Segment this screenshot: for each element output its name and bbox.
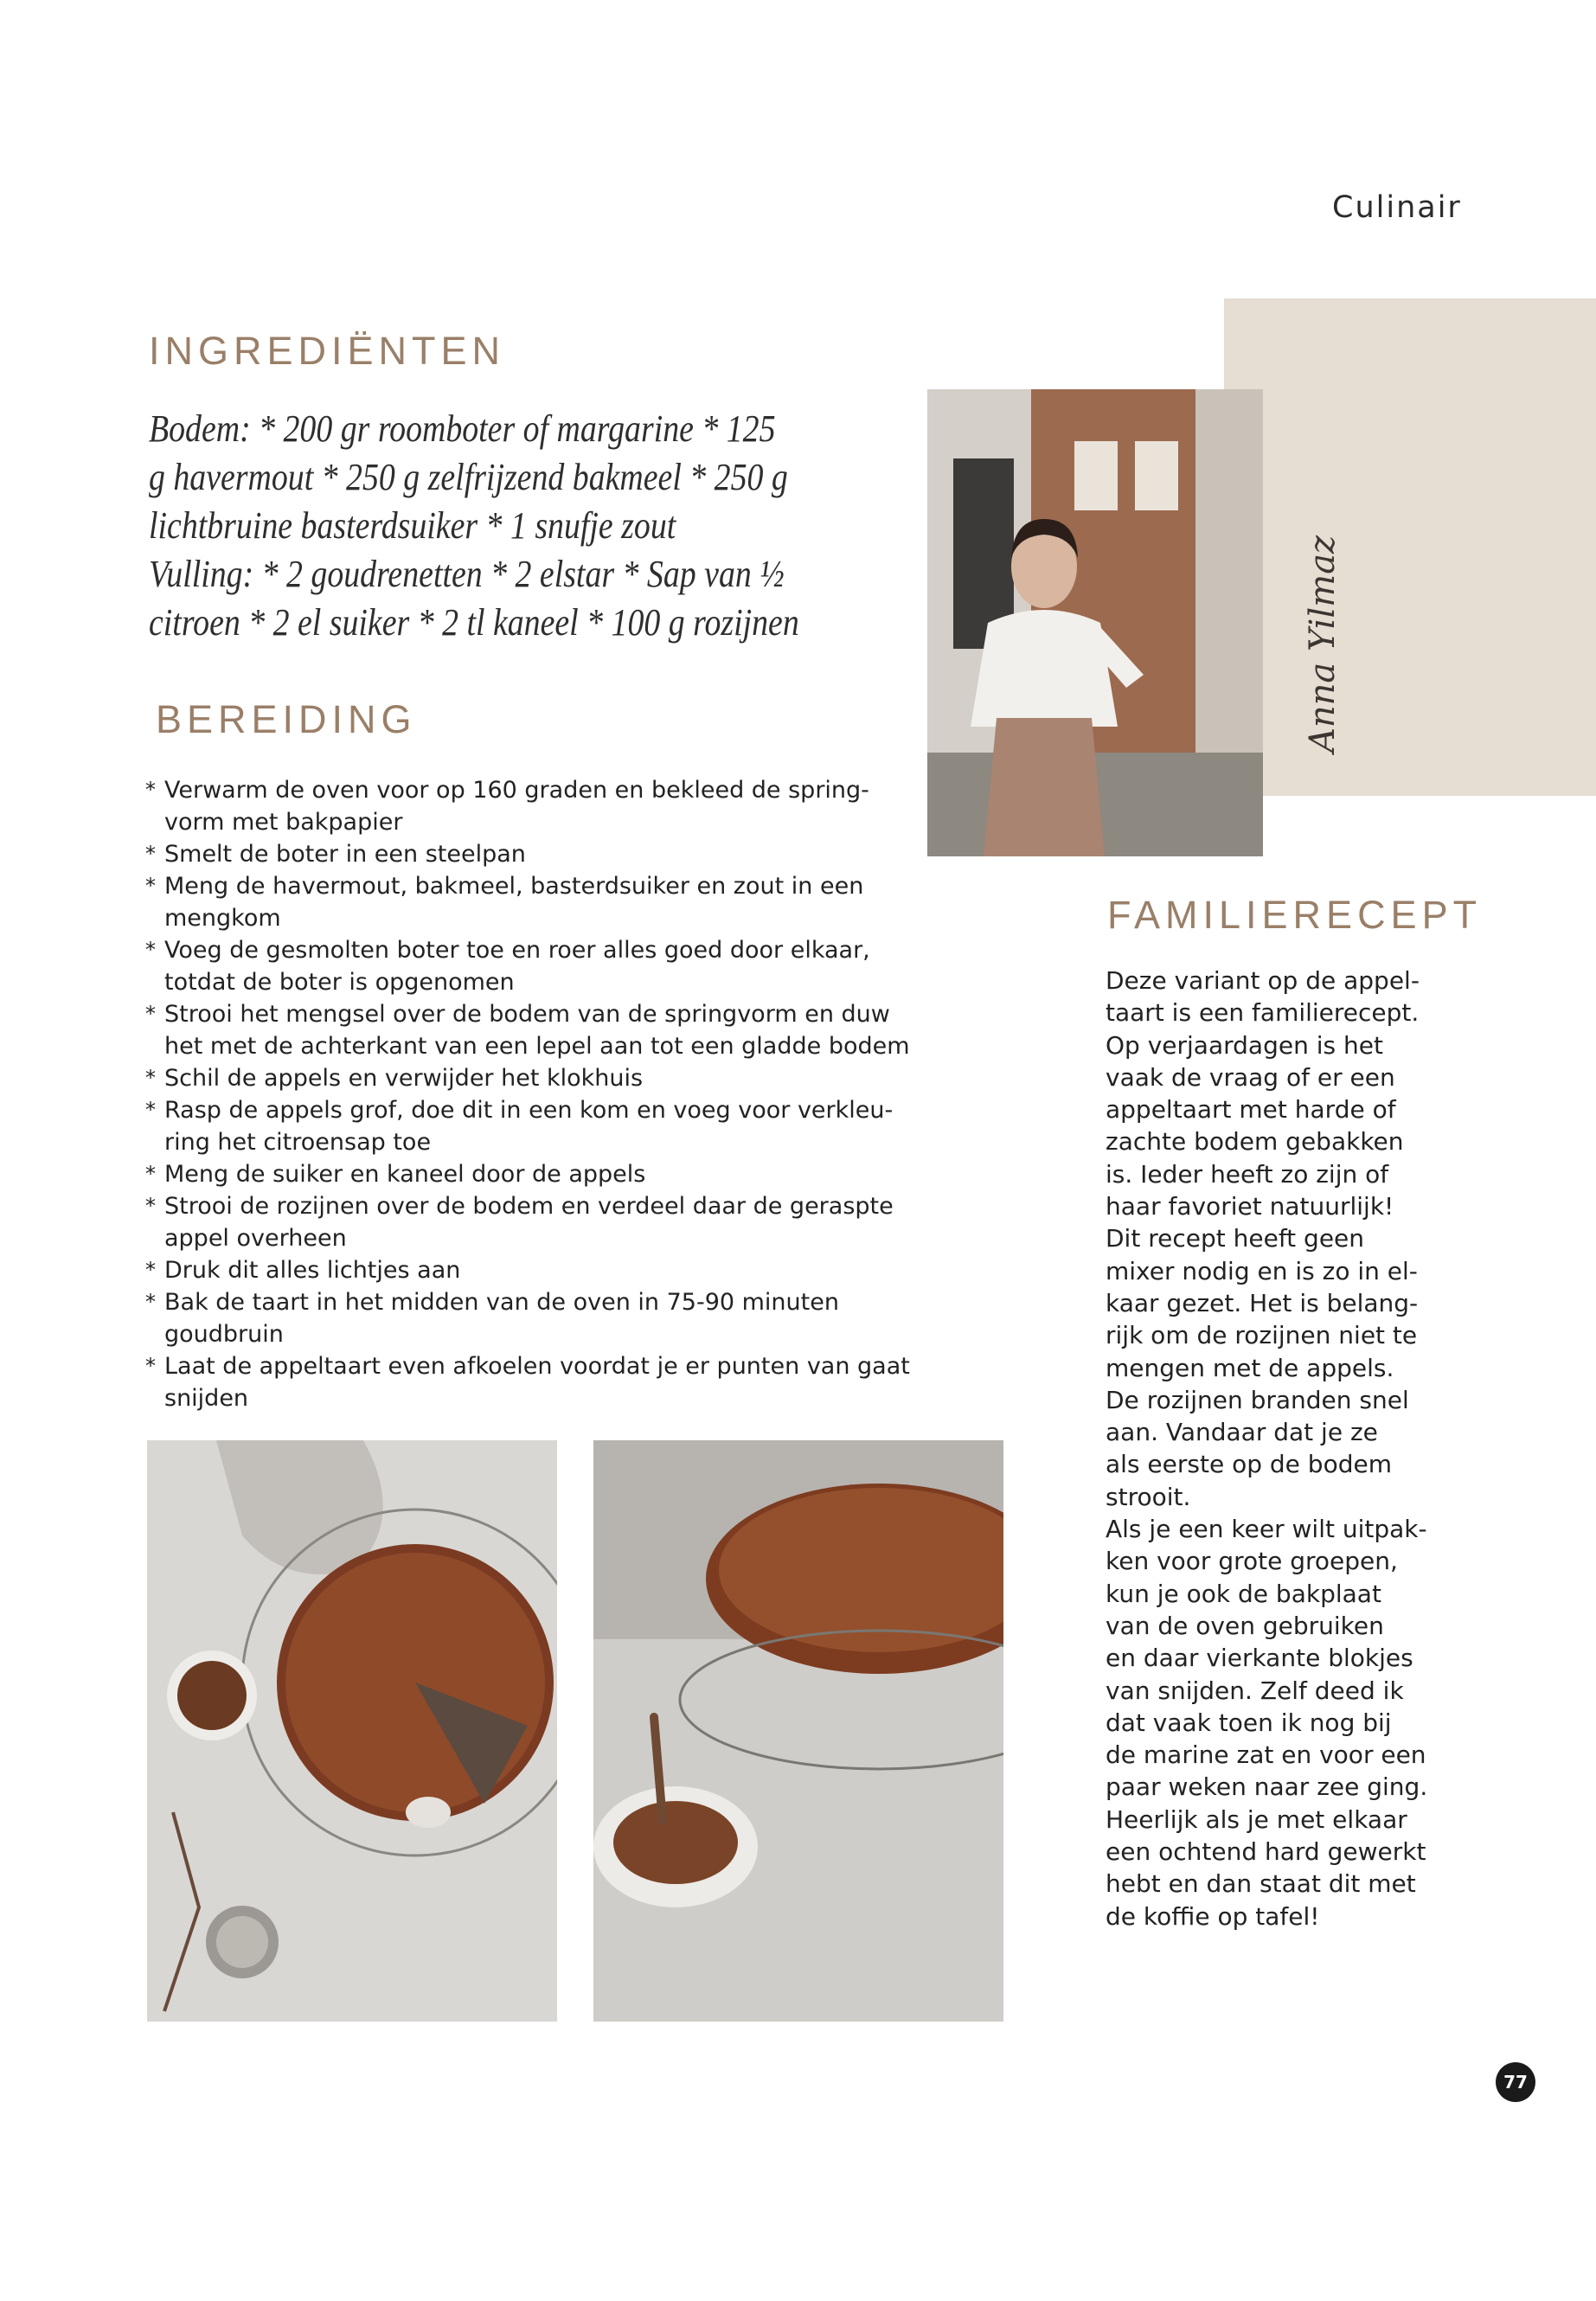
preparation-step-line: Voeg de gesmolten boter toe en roer alles goed door elkaar,: [164, 937, 870, 964]
preparation-step-line: Meng de suiker en kaneel door de appels: [164, 1161, 646, 1188]
ingredients-heading: INGREDIËNTEN: [149, 329, 506, 373]
preparation-step-line: totdat de boter is opgenomen: [164, 969, 515, 996]
preparation-step: [145, 1286, 924, 1350]
family-recipe-line: zachte bodem gebakken: [1106, 1127, 1404, 1157]
preparation-step: [145, 774, 924, 838]
family-recipe-line: als eerste op de bodem: [1106, 1450, 1392, 1479]
preparation-step: [145, 1062, 924, 1094]
family-recipe-line: Dit recept heeft geen: [1106, 1224, 1365, 1253]
family-recipe-line: de koffie op tafel!: [1106, 1901, 1320, 1931]
preparation-step-line: goudbruin: [164, 1321, 284, 1348]
family-recipe-line: Heerlijk als je met elkaar: [1106, 1804, 1407, 1834]
ingredients-line: Vulling: * 2 goudrenetten * 2 elstar * Sap van ½: [149, 553, 785, 595]
family-recipe-line: een ochtend hard gewerkt: [1106, 1837, 1426, 1867]
preparation-step-line: mengkom: [164, 905, 281, 932]
preparation-step: [145, 1350, 924, 1414]
bullet-star-icon: *: [145, 1098, 156, 1122]
author-portrait-photo: [927, 389, 1263, 856]
ingredients-line: g havermout * 250 g zelfrijzend bakmeel * 250 g: [149, 456, 788, 498]
family-recipe-line: en daar vierkante blokjes: [1106, 1644, 1413, 1673]
family-recipe-line: de marine zat en voor een: [1106, 1740, 1426, 1770]
preparation-step: [145, 934, 924, 998]
family-recipe-line: Deze variant op de appel-: [1106, 966, 1420, 995]
bullet-star-icon: *: [145, 842, 156, 866]
preparation-step: [145, 1254, 924, 1286]
family-recipe-line: paar weken naar zee ging.: [1106, 1772, 1428, 1802]
ingredients-line: Bodem: * 200 gr roomboter of margarine * 125: [149, 407, 776, 450]
family-recipe-text: [1106, 965, 1469, 1932]
preparation-step-line: het met de achterkant van een lepel aan tot een gladde bodem: [164, 1033, 910, 1060]
preparation-step: [145, 838, 924, 870]
family-recipe-line: rijk om de rozijnen niet te: [1106, 1321, 1418, 1350]
apple-pie-photo-side-view: [593, 1440, 1003, 2022]
preparation-step: [145, 998, 924, 1062]
preparation-step-line: Bak de taart in het midden van de oven in 75-90 minuten: [164, 1289, 839, 1316]
family-recipe-line: Als je een keer wilt uitpak-: [1106, 1515, 1427, 1544]
bullet-star-icon: *: [145, 1066, 156, 1090]
preparation-step: [145, 1158, 924, 1190]
bullet-star-icon: *: [145, 874, 156, 898]
preparation-step-line: Schil de appels en verwijder het klokhuis: [164, 1065, 644, 1092]
preparation-step-line: Strooi het mengsel over de bodem van de springvorm en duw: [164, 1001, 890, 1028]
preparation-step: [145, 1190, 924, 1254]
family-recipe-line: vaak de vraag of er een: [1106, 1062, 1395, 1092]
bullet-star-icon: *: [145, 1354, 156, 1378]
preparation-step-line: Strooi de rozijnen over de bodem en verdeel daar de geraspte: [164, 1193, 894, 1220]
bullet-star-icon: *: [145, 1002, 156, 1026]
bullet-star-icon: *: [145, 938, 156, 962]
family-recipe-line: mengen met de appels.: [1106, 1353, 1394, 1382]
family-recipe-line: kun je ook de bakplaat: [1106, 1579, 1381, 1608]
preparation-step: [145, 1094, 924, 1158]
preparation-heading: BEREIDING: [156, 697, 417, 741]
bullet-star-icon: *: [145, 1162, 156, 1186]
family-recipe-line: hebt en dan staat dit met: [1106, 1869, 1416, 1899]
family-recipe-line: taart is een familierecept.: [1106, 998, 1420, 1028]
family-recipe-heading: FAMILIERECEPT: [1107, 893, 1483, 937]
preparation-step-line: ring het citroensap toe: [164, 1129, 432, 1156]
family-recipe-line: De rozijnen branden snel: [1106, 1385, 1409, 1414]
preparation-step-line: appel overheen: [164, 1225, 347, 1252]
preparation-step-line: snijden: [164, 1385, 249, 1412]
ingredients-line: lichtbruine basterdsuiker * 1 snufje zout: [149, 504, 676, 547]
preparation-step-line: Meng de havermout, bakmeel, basterdsuiker en zout in een: [164, 873, 864, 900]
ingredients-text: [149, 405, 799, 647]
preparation-steps-list: [145, 774, 924, 1414]
family-recipe-line: dat vaak toen ik nog bij: [1106, 1708, 1392, 1737]
bullet-star-icon: *: [145, 778, 156, 802]
author-name: [1303, 701, 1337, 753]
page-number-badge: 77: [1496, 2062, 1535, 2102]
family-recipe-line: appeltaart met harde of: [1106, 1095, 1396, 1125]
section-tag: Culinair: [1332, 190, 1462, 225]
bullet-star-icon: *: [145, 1258, 156, 1282]
preparation-step: [145, 870, 924, 934]
bullet-star-icon: *: [145, 1194, 156, 1218]
family-recipe-line: mixer nodig en is zo in el-: [1106, 1256, 1418, 1285]
family-recipe-line: haar favoriet natuurlijk!: [1106, 1192, 1394, 1221]
preparation-step-line: Druk dit alles lichtjes aan: [164, 1257, 461, 1284]
bullet-star-icon: *: [145, 1290, 156, 1314]
family-recipe-line: van de oven gebruiken: [1106, 1611, 1384, 1640]
beige-panel: [1224, 298, 1596, 796]
preparation-step-line: Smelt de boter in een steelpan: [164, 841, 526, 868]
preparation-step-line: vorm met bakpapier: [164, 809, 403, 836]
family-recipe-line: is. Ieder heeft zo zijn of: [1106, 1159, 1389, 1189]
preparation-step-line: Verwarm de oven voor op 160 graden en bekleed de spring-: [164, 777, 869, 804]
family-recipe-line: kaar gezet. Het is belang-: [1106, 1288, 1419, 1317]
family-recipe-line: strooit.: [1106, 1482, 1191, 1511]
family-recipe-line: ken voor grote groepen,: [1106, 1547, 1398, 1576]
apple-pie-photo-top-view: [147, 1440, 557, 2022]
family-recipe-line: Op verjaardagen is het: [1106, 1030, 1383, 1060]
ingredients-line: citroen * 2 el suiker * 2 tl kaneel * 100 g rozijnen: [149, 601, 799, 644]
family-recipe-line: aan. Vandaar dat je ze: [1106, 1418, 1378, 1447]
preparation-step-line: Laat de appeltaart even afkoelen voordat je er punten van gaat: [164, 1353, 910, 1380]
family-recipe-line: van snijden. Zelf deed ik: [1106, 1676, 1404, 1705]
preparation-step-line: Rasp de appels grof, doe dit in een kom en voeg voor verkleu-: [164, 1097, 894, 1124]
